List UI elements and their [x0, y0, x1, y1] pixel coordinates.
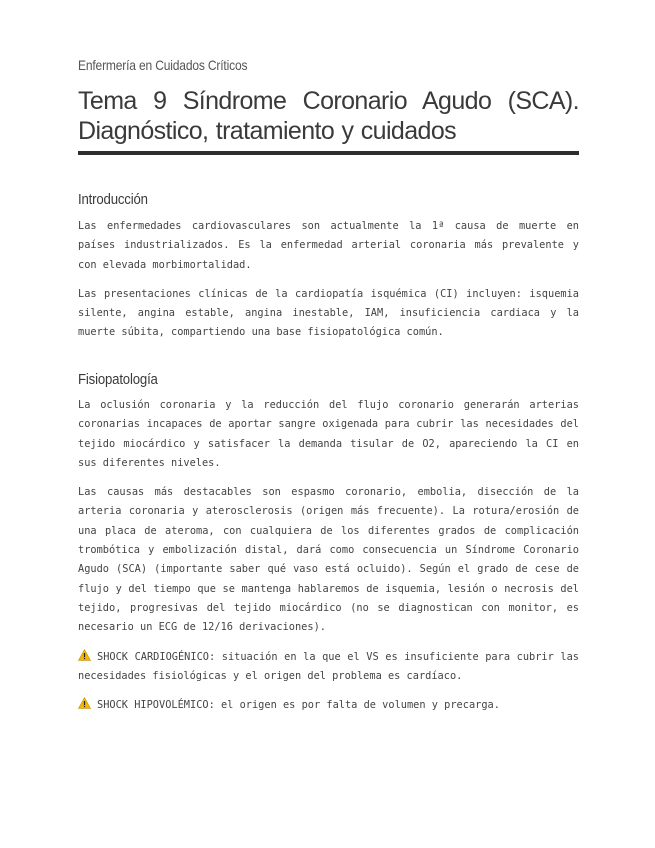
paragraph: Las causas más destacables son espasmo coronario, embolia, disección de la arteria coronaria y aterosclerosis (origen más frecuente). La rotura/erosión de una placa de ateroma, con cualquiera de los diferentes grados de complicación trombótica y embolización distal, dará como consecuencia un Síndrome Coronario Agudo (SCA) (importante saber qué vaso está ocluido). Según el grado de cese de flujo y del tiempo que se mantenga hablaremos de isquemia, lesión o necrosis del tejido, progresivas del tejido miocárdico (no se diagnostican con monitor, es necesario un ECG de 12/16 derivaciones).: [78, 486, 579, 634]
section-introduccion: [78, 191, 579, 343]
title-divider: [78, 151, 579, 155]
section-fisiopatologia: [78, 371, 579, 715]
section-heading: Introducción: [78, 191, 148, 208]
paragraph: Las enfermedades cardiovasculares son actualmente la 1ª causa de muerte en países industrializados. Es la enfermedad arterial coronaria más prevalente y con elevada morbimortalidad.: [78, 220, 579, 271]
title-line-1: Tema 9 Síndrome Coronario Agudo (SCA).: [78, 87, 579, 115]
paragraph: La oclusión coronaria y la reducción del flujo coronario generarán arterias coronarias incapaces de aportar sangre oxigenada para cubrir las necesidades del tejido miocárdico y satisfacer la demanda tisular de O2, apareciendo la CI en sus diferentes niveles.: [78, 399, 579, 469]
warning-text: SHOCK HIPOVOLÉMICO: el origen es por falta de volumen y precarga.: [97, 699, 500, 712]
page-title: [78, 86, 579, 146]
warning-note: [78, 696, 579, 715]
course-name: Enfermería en Cuidados Críticos: [78, 57, 248, 73]
section-heading: Fisiopatología: [78, 371, 158, 388]
warning-icon: [78, 697, 91, 709]
paragraph: Las presentaciones clínicas de la cardiopatía isquémica (CI) incluyen: isquemia silente, angina estable, angina inestable, IAM, insuficiencia cardiaca y la muerte súbita, compartiendo una base fisiopatológica común.: [78, 287, 579, 339]
title-line-2: Diagnóstico, tratamiento y cuidados: [78, 117, 457, 145]
warning-icon: [78, 649, 91, 661]
warning-text: SHOCK CARDIOGÉNICO: situación en la que el VS es insuficiente para cubrir las necesidades fisiológicas y el origen del problema es cardíaco.: [78, 650, 579, 682]
warning-note: [78, 648, 579, 687]
